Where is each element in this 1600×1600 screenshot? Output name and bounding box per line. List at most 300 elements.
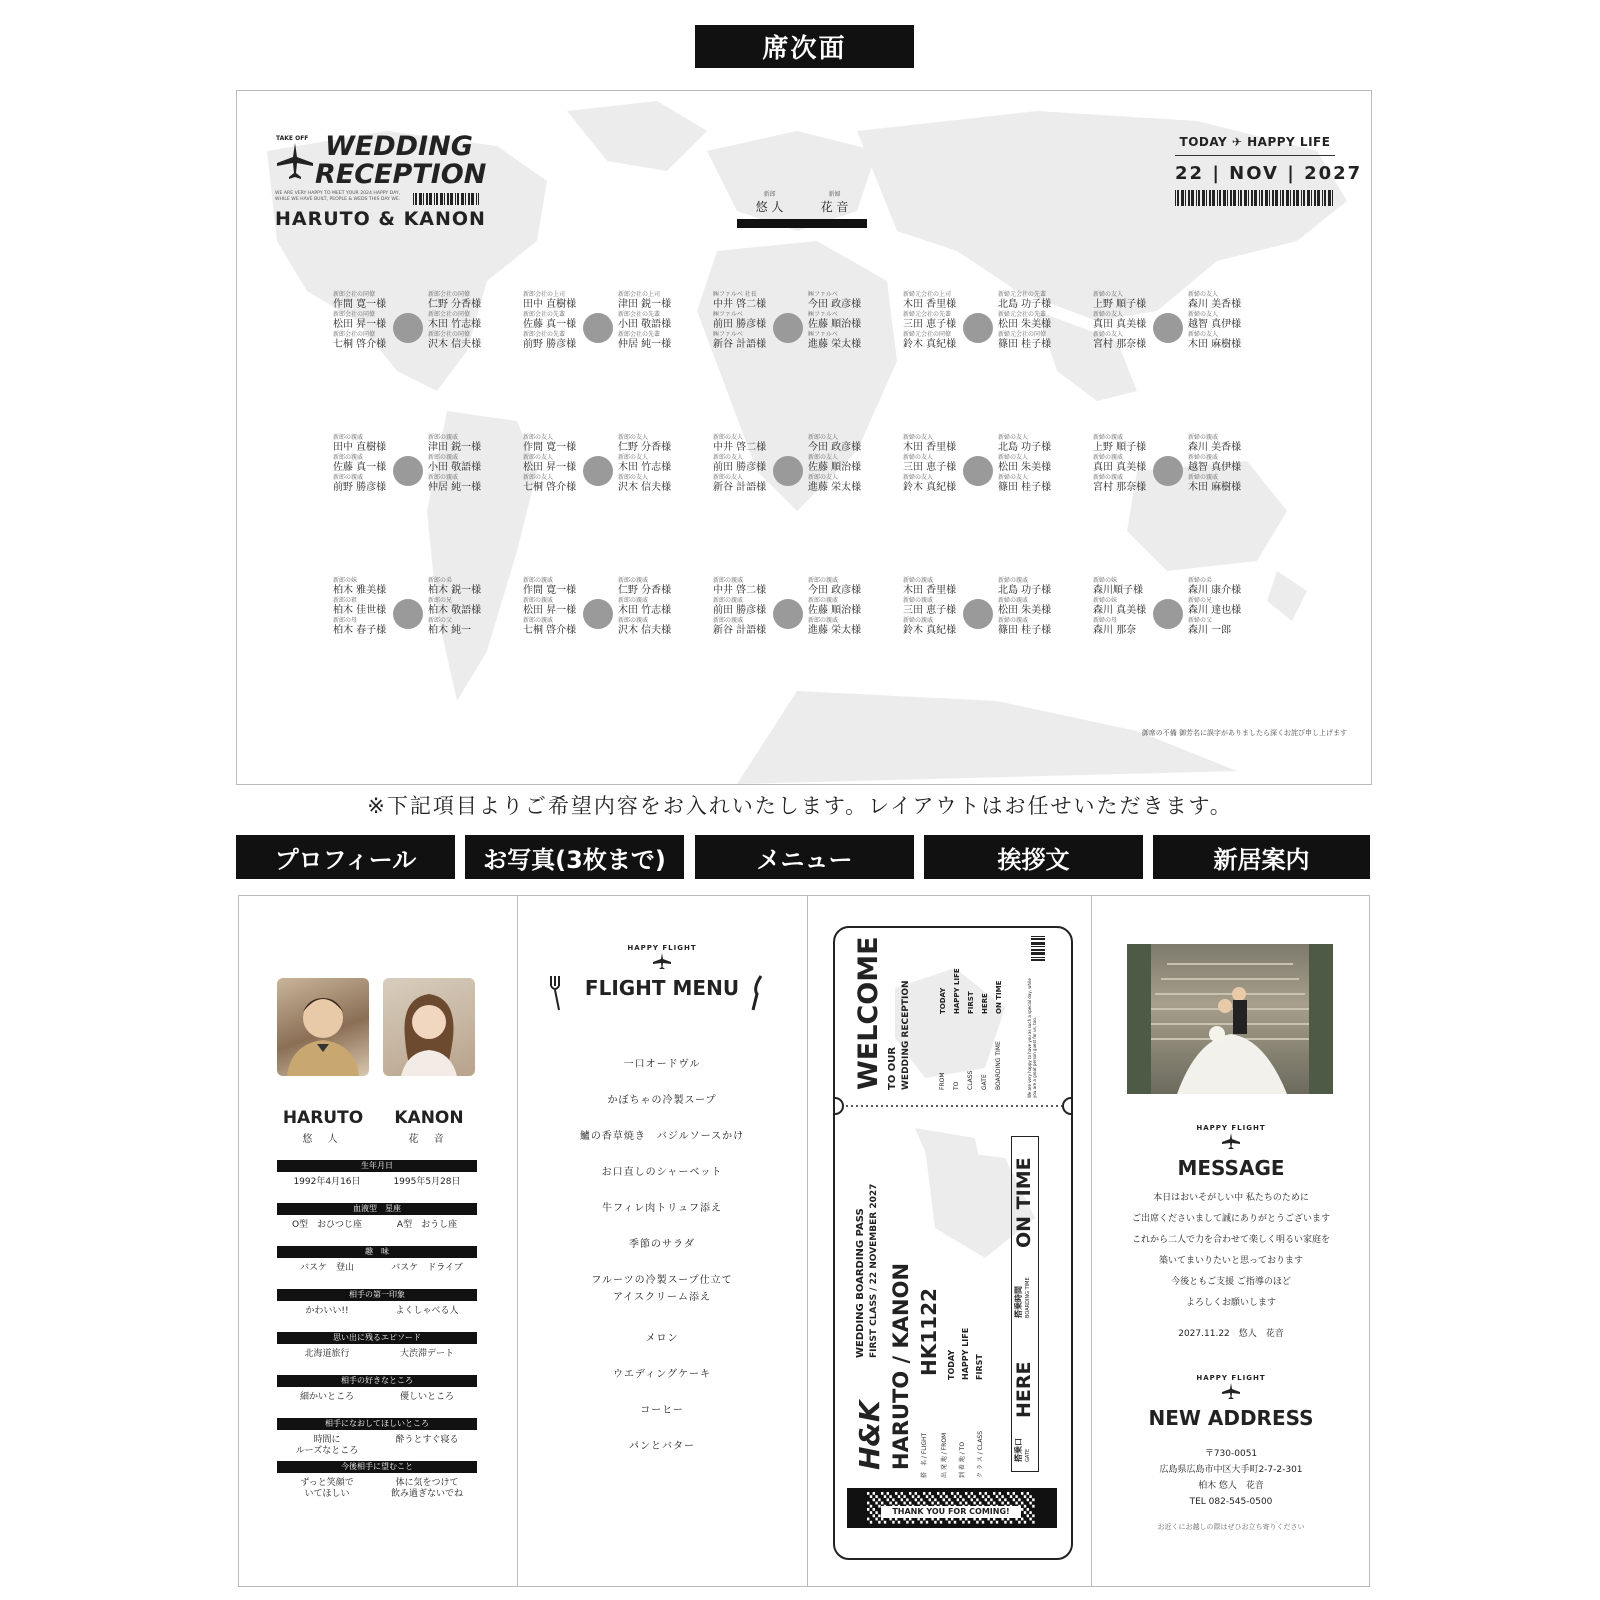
- ticket-info-label-0: 搭 名 / FLIGHT: [921, 1432, 928, 1478]
- guest-relation: 新郎の親戚: [523, 597, 554, 604]
- guest-relation: 新婦の兄: [1188, 597, 1213, 604]
- guest-relation: 新婦元会社の同僚: [903, 331, 952, 338]
- guest-column-right: [1188, 434, 1263, 494]
- guest-table: [523, 434, 713, 506]
- ticket-boarding-en: BOARDING TIME: [1025, 1277, 1031, 1318]
- guest-column-left: [903, 434, 978, 494]
- guest-name: 今田 政彦様: [808, 585, 862, 596]
- profile-item-values: [277, 1306, 477, 1317]
- guest-name: 松田 昇一様: [523, 462, 577, 473]
- guest-relation: 新郎会社の同僚: [428, 311, 471, 318]
- airplane-icon: [1220, 1132, 1242, 1150]
- guest-relation: 新郎会社の上司: [523, 291, 566, 298]
- guest-name: 木田 竹志様: [618, 605, 672, 616]
- guest-name: 中井 啓二様: [713, 299, 767, 310]
- guest-relation: 新婦の友人: [1093, 331, 1124, 338]
- menu-item: メロン: [645, 1333, 679, 1344]
- guest-column-left: [713, 291, 788, 351]
- guest-relation: 新婦の父: [1188, 617, 1213, 624]
- guest-relation: 新婦元会社の先輩: [998, 311, 1047, 318]
- guest-relation: 新婦の親戚: [903, 597, 934, 604]
- airplane-icon: [273, 141, 317, 181]
- guest-column-left: [713, 577, 788, 637]
- ticket-thanks: THANK YOU FOR COMING!: [881, 1506, 1021, 1518]
- guest-name: 森川 康介様: [1188, 585, 1242, 596]
- guest-column-right: [618, 577, 693, 637]
- guest-name: 鈴木 真紀様: [903, 625, 957, 636]
- guest-name: 三田 恵子様: [903, 462, 957, 473]
- ticket-to-our: TO OUR: [887, 1046, 898, 1090]
- guest-name: 柏木 春子様: [333, 625, 387, 636]
- guest-relation: 新婦の母: [1093, 617, 1118, 624]
- guest-table: [903, 577, 1093, 649]
- profile-item-values: [277, 1349, 477, 1360]
- groom-answer: 北海道旅行: [304, 1349, 350, 1359]
- ticket-gate-jp: 搭乗口: [1014, 1438, 1023, 1462]
- guest-name: 木田 麻樹様: [1188, 339, 1242, 350]
- ticket-flight-number: HK1122: [917, 1288, 941, 1376]
- guest-table: [713, 434, 903, 506]
- guest-name: 津田 鋭一様: [618, 299, 672, 310]
- guest-name: 前田 勝彦様: [713, 319, 767, 330]
- ticket-label-class: CLASS: [967, 1070, 974, 1090]
- menu-title: FLIGHT MENU: [584, 976, 740, 1000]
- guest-name: 仁野 分香様: [618, 442, 672, 453]
- guest-relation: ㈱ファルベ 社長: [713, 291, 757, 298]
- guest-relation: 新郎会社の先輩: [523, 331, 566, 338]
- guest-relation: 新郎の弟: [428, 577, 453, 584]
- guest-relation: 新郎の親戚: [333, 454, 364, 461]
- guest-name: 田中 直樹様: [333, 442, 387, 453]
- message-line: 築いてまいりたいと思っております: [1158, 1256, 1303, 1266]
- guest-relation: 新婦の親戚: [1188, 454, 1219, 461]
- guest-name: 北島 功子様: [998, 299, 1052, 310]
- couple-stairs-photo: [1127, 944, 1333, 1094]
- message-happy-flight: HAPPY FLIGHT: [1196, 1124, 1266, 1132]
- guest-relation: 新郎の友人: [713, 454, 744, 461]
- guest-relation: ㈱ファルベ: [808, 311, 838, 318]
- profile-item-heading: 相手の第一印象: [277, 1289, 477, 1301]
- guest-name: 北島 功子様: [998, 585, 1052, 596]
- category-greeting: 挨拶文: [924, 835, 1143, 879]
- guest-name: 七桐 啓介様: [333, 339, 387, 350]
- guest-column-left: [333, 577, 408, 637]
- guest-column-left: [333, 434, 408, 494]
- address-title: NEW ADDRESS: [1148, 1406, 1314, 1430]
- guest-name: 小田 敬語様: [618, 319, 672, 330]
- guest-name: 宮村 那奈様: [1093, 339, 1147, 350]
- address-line: 広島県広島市中区大手町2-7-2-301: [1159, 1465, 1303, 1475]
- ticket-here: HERE: [1013, 1361, 1035, 1418]
- guest-name: 越智 真伊様: [1188, 319, 1242, 330]
- guest-relation: 新郎の友人: [713, 474, 744, 481]
- guest-relation: 新郎会社の同僚: [428, 291, 471, 298]
- high-table-bar: [737, 219, 867, 228]
- ticket-info-0: TODAY: [947, 1349, 956, 1380]
- guest-name: 新谷 計語様: [713, 625, 767, 636]
- guest-name: 柏木 敬語様: [428, 605, 482, 616]
- guest-name: 北島 功子様: [998, 442, 1052, 453]
- guest-name: 仁野 分香様: [618, 585, 672, 596]
- guest-relation: 新郎の友人: [523, 474, 554, 481]
- guest-relation: 新郎の親戚: [333, 474, 364, 481]
- category-profile: プロフィール: [236, 835, 455, 879]
- guest-relation: 新婦の弟: [1188, 577, 1213, 584]
- guest-name: 柏木 純一: [428, 625, 472, 636]
- guest-relation: 新郎の友人: [808, 434, 839, 441]
- guest-relation: 新郎の親戚: [428, 434, 459, 441]
- category-photos: お写真(3枚まで): [465, 835, 684, 879]
- high-table: [737, 189, 867, 228]
- seating-section-title: 席次面: [695, 25, 914, 68]
- ticket-class-line: FIRST CLASS / 22 NOVEMBER 2027: [869, 1183, 879, 1358]
- guest-relation: ㈱ファルベ: [808, 331, 838, 338]
- guest-name: 篠田 桂子様: [998, 482, 1052, 493]
- bride-role: 新婦: [828, 191, 841, 198]
- guest-column-right: [428, 434, 503, 494]
- profile-item: [277, 1375, 477, 1403]
- guest-name: 森川 那奈: [1093, 625, 1137, 636]
- guest-table: [333, 291, 523, 363]
- menu-item: お口直しのシャーベット: [601, 1167, 723, 1178]
- guest-name: 真田 真美様: [1093, 319, 1147, 330]
- guest-column-left: [523, 434, 598, 494]
- guest-name: 作間 寛一様: [333, 299, 387, 310]
- guest-name: 森川 一郎: [1188, 625, 1232, 636]
- groom-answer: 細かいところ: [299, 1392, 354, 1402]
- guest-relation: 新郎の親戚: [808, 617, 839, 624]
- ticket-fine-print: We are very happy to have you as such a special day, while you are a great person guest for us, too.: [1027, 978, 1037, 1098]
- guest-relation: 新郎会社の先輩: [523, 311, 566, 318]
- guest-name: 松田 昇一様: [333, 319, 387, 330]
- guest-column-left: [523, 577, 598, 637]
- guest-relation: 新郎会社の同僚: [428, 331, 471, 338]
- guest-name: 木田 香里様: [903, 585, 957, 596]
- guest-relation: ㈱ファルベ: [808, 291, 838, 298]
- guest-name: 佐藤 真一様: [523, 319, 577, 330]
- guest-relation: 新婦の友人: [1188, 291, 1219, 298]
- guest-column-right: [998, 291, 1073, 351]
- seating-chart-sheet: [236, 90, 1372, 785]
- guest-name: 宮村 那奈様: [1093, 482, 1147, 493]
- menu-item: 鱸の香草焼き バジルソースかけ: [579, 1131, 745, 1142]
- guest-name: 今田 政彦様: [808, 442, 862, 453]
- guest-relation: 新婦の友人: [1093, 291, 1124, 298]
- guest-relation: 新郎の親戚: [333, 434, 364, 441]
- airplane-icon: [651, 952, 673, 970]
- guest-column-right: [1188, 291, 1263, 351]
- guest-column-right: [998, 434, 1073, 494]
- profile-item-values: [277, 1220, 477, 1231]
- guest-name: 沢木 信夫様: [618, 482, 672, 493]
- address-line: TEL 082-545-0500: [1189, 1497, 1273, 1507]
- guest-name: 真田 真美様: [1093, 462, 1147, 473]
- address-block: [1091, 1374, 1371, 1532]
- guest-table: [1093, 577, 1283, 649]
- guest-table: [333, 434, 523, 506]
- guest-name: 前田 勝彦様: [713, 605, 767, 616]
- guest-name: 松田 朱美様: [998, 319, 1052, 330]
- guest-relation: 新郎の父: [428, 617, 453, 624]
- guest-name: 田中 直樹様: [523, 299, 577, 310]
- guest-relation: 新婦元会社の上司: [903, 291, 952, 298]
- guest-relation: 新郎の親戚: [713, 577, 744, 584]
- menu-item: 一口オードヴル: [623, 1059, 701, 1070]
- guest-name: 作間 寛一様: [523, 585, 577, 596]
- guest-name: 新谷 計語様: [713, 339, 767, 350]
- guest-relation: 新婦の親戚: [903, 577, 934, 584]
- guest-relation: ㈱ファルベ: [713, 331, 743, 338]
- guest-column-left: [713, 434, 788, 494]
- guest-name: 上野 順子様: [1093, 442, 1147, 453]
- guest-name: 仲居 純一様: [428, 482, 482, 493]
- groom-answer: かわいい!!: [305, 1306, 349, 1316]
- guest-relation: 新郎の母: [333, 617, 358, 624]
- guest-relation: 新郎の親戚: [618, 577, 649, 584]
- groom-name-block: HARUTO 悠 人: [282, 1108, 364, 1145]
- guest-name: 三田 恵子様: [903, 605, 957, 616]
- ticket-col-4: ON TIME: [995, 980, 1003, 1014]
- ticket-label-gate: GATE: [981, 1074, 988, 1090]
- guest-table: [713, 291, 903, 363]
- message-line: よろしくお願いします: [1185, 1298, 1276, 1308]
- guest-name: 柏木 雅美様: [333, 585, 387, 596]
- bride-answer: 酔うとすぐ寝る: [395, 1435, 459, 1445]
- ticket-wedding-reception: WEDDING RECEPTION: [901, 980, 911, 1090]
- guest-relation: 新婦の友人: [998, 474, 1029, 481]
- ticket-on-time: ON TIME: [1013, 1157, 1035, 1248]
- guest-name: 津田 鋭一様: [428, 442, 482, 453]
- guest-column-right: [618, 434, 693, 494]
- message-line: 本日はおいそがしい中 私たちのために: [1153, 1193, 1309, 1203]
- date-box: [1175, 135, 1363, 210]
- guest-name: 沢木 信夫様: [428, 339, 482, 350]
- guest-relation: 新郎の友人: [808, 454, 839, 461]
- profile-panel: [239, 896, 518, 1586]
- message-title: MESSAGE: [1177, 1156, 1285, 1180]
- profile-item-heading: 今後相手に望むこと: [277, 1461, 477, 1473]
- ticket-info-2: FIRST: [975, 1354, 984, 1380]
- guest-name: 木田 竹志様: [428, 319, 482, 330]
- barcode-icon: [1175, 190, 1335, 206]
- profile-item-heading: 趣 味: [277, 1246, 477, 1258]
- guest-relation: 新婦の親戚: [1188, 434, 1219, 441]
- guest-column-right: [428, 291, 503, 351]
- guest-table: [903, 291, 1093, 363]
- bride-answer: バスケ ドライブ: [391, 1263, 463, 1273]
- guest-relation: 新郎会社の先輩: [618, 311, 661, 318]
- guest-relation: 新郎の親戚: [428, 474, 459, 481]
- guest-relation: 新婦の親戚: [1093, 434, 1124, 441]
- message-panel: [1091, 896, 1369, 1586]
- bride-answer: よくしゃべる人: [395, 1306, 459, 1316]
- guest-name: 木田 香里様: [903, 442, 957, 453]
- guest-relation: 新郎の親戚: [713, 617, 744, 624]
- guest-relation: 新郎の友人: [713, 434, 744, 441]
- guest-relation: 新郎の友人: [523, 434, 554, 441]
- groom-answer: ずっと笑顔で いてほしい: [300, 1478, 354, 1499]
- guest-relation: 新婦の友人: [903, 474, 934, 481]
- guest-table: [333, 577, 523, 649]
- groom-answer: O型 おひつじ座: [291, 1220, 363, 1230]
- guest-table: [713, 577, 903, 649]
- profile-item-values: [277, 1435, 477, 1457]
- menu-item: パンとバター: [629, 1441, 695, 1452]
- guest-relation: 新婦の妹: [1093, 597, 1118, 604]
- guest-name: 作間 寛一様: [523, 442, 577, 453]
- groom-answer: 1992年4月16日: [293, 1177, 361, 1187]
- logo-line1: WEDDING: [325, 131, 473, 162]
- guest-name: 鈴木 真紀様: [903, 339, 957, 350]
- guest-name: 鈴木 真紀様: [903, 482, 957, 493]
- bride-photo: [383, 978, 475, 1076]
- ticket-info-label-2: 到 着 地 / TO: [959, 1441, 966, 1478]
- profile-item: [277, 1203, 477, 1231]
- inner-panels: [238, 895, 1370, 1587]
- guest-relation: 新郎の親戚: [618, 617, 649, 624]
- bride-name: 花 音: [820, 200, 849, 214]
- guest-relation: 新婦の友人: [1093, 311, 1124, 318]
- groom-answer: 時間に ルーズなところ: [295, 1435, 359, 1456]
- bride-answer: 優しいところ: [399, 1392, 454, 1402]
- guest-name: 中井 啓二様: [713, 442, 767, 453]
- guest-column-right: [808, 577, 883, 637]
- guest-relation: ㈱ファルベ: [713, 311, 743, 318]
- guest-relation: 新婦の親戚: [1093, 474, 1124, 481]
- takeoff-label: TAKE OFF: [276, 135, 309, 142]
- guest-column-right: [808, 291, 883, 351]
- profile-item: [277, 1418, 477, 1457]
- groom-role: 新郎: [763, 191, 776, 198]
- menu-item: コーヒー: [640, 1405, 684, 1416]
- guest-relation: 新婦元会社の先輩: [903, 311, 952, 318]
- guest-name: 前野 勝彦様: [333, 482, 387, 493]
- guest-relation: 新婦元会社の先輩: [998, 291, 1047, 298]
- guest-table: [903, 434, 1093, 506]
- guest-relation: 新郎の親戚: [428, 454, 459, 461]
- guest-name: 七桐 啓介様: [523, 482, 577, 493]
- profile-item: [277, 1289, 477, 1317]
- guest-name: 柏木 佳世様: [333, 605, 387, 616]
- guest-name: 仁野 分香様: [428, 299, 482, 310]
- guest-table: [1093, 434, 1283, 506]
- profile-item-heading: 生年月日: [277, 1160, 477, 1172]
- couple-names: HARUTO & KANON: [275, 208, 486, 230]
- guest-name: 前野 勝彦様: [523, 339, 577, 350]
- ticket-col-3: HERE: [981, 993, 989, 1014]
- message-block: [1091, 1124, 1371, 1339]
- knife-icon: [749, 974, 765, 1012]
- profile-item-values: [277, 1177, 477, 1188]
- guest-relation: 新郎会社の同僚: [333, 291, 376, 298]
- guest-relation: 新婦の友人: [903, 454, 934, 461]
- guest-relation: 新郎の妹: [333, 577, 358, 584]
- guest-relation: 新郎の祖: [333, 597, 358, 604]
- guest-name: 越智 真伊様: [1188, 462, 1242, 473]
- profile-item-heading: 相手になおしてほしいところ: [277, 1418, 477, 1430]
- guest-relation: 新郎の親戚: [618, 597, 649, 604]
- guest-name: 篠田 桂子様: [998, 339, 1052, 350]
- groom-name: 悠 人: [755, 200, 784, 214]
- guest-name: 前田 勝彦様: [713, 462, 767, 473]
- guest-relation: 新郎会社の先輩: [618, 331, 661, 338]
- guest-name: 七桐 啓介様: [523, 625, 577, 636]
- guest-name: 木田 竹志様: [618, 462, 672, 473]
- guest-name: 新谷 計語様: [713, 482, 767, 493]
- guest-relation: 新郎会社の同僚: [333, 331, 376, 338]
- address-footnote: お近くにお越しの際はぜひお立ち寄りください: [1157, 1523, 1305, 1531]
- ticket-boarding-jp: 搭乗時間: [1014, 1286, 1023, 1318]
- guest-name: 松田 朱美様: [998, 462, 1052, 473]
- guest-relation: 新婦の親戚: [998, 577, 1029, 584]
- ticket-col-2: FIRST: [967, 991, 975, 1014]
- guest-relation: 新婦の妹: [1093, 577, 1118, 584]
- guest-relation: 新郎の親戚: [808, 577, 839, 584]
- guest-table: [523, 291, 713, 363]
- ticket-initials: H&K: [853, 1400, 886, 1470]
- barcode-icon: [413, 193, 479, 205]
- guest-relation: 新婦の親戚: [998, 617, 1029, 624]
- bride-answer: A型 おうし座: [396, 1220, 458, 1230]
- guest-name: 佐藤 順治様: [808, 319, 862, 330]
- guest-name: 森川 達也様: [1188, 605, 1242, 616]
- guest-column-left: [903, 291, 978, 351]
- airplane-icon: [1220, 1382, 1242, 1400]
- guest-relation: 新郎の親戚: [523, 577, 554, 584]
- guest-column-left: [1093, 577, 1168, 637]
- guest-table: [523, 577, 713, 649]
- guest-name: 仲居 純一様: [618, 339, 672, 350]
- profile-item-values: [277, 1392, 477, 1403]
- profile-item: [277, 1461, 477, 1500]
- guest-name: 中井 啓二様: [713, 585, 767, 596]
- profile-item-values: [277, 1263, 477, 1274]
- guest-name: 進藤 栄太様: [808, 339, 862, 350]
- guest-column-left: [333, 291, 408, 351]
- guest-column-right: [428, 577, 503, 637]
- menu-item: フルーツの冷製スープ仕立て アイスクリーム添え: [591, 1275, 733, 1303]
- guest-relation: 新婦元会社の同僚: [998, 331, 1047, 338]
- category-menu: メニュー: [695, 835, 914, 879]
- ticket-gate-en: GATE: [1025, 1448, 1031, 1462]
- ticket-info-label-3: ク ラ ス / CLASS: [977, 1430, 984, 1478]
- profile-item-values: [277, 1478, 477, 1500]
- logo-fine-print: WE ARE VERY HAPPY TO MEET YOUR 2024 HAPPY DAY, WHILE WE HAVE BUILT, PEOPLE & WEDS THIS DAY WE.: [275, 191, 401, 202]
- guest-relation: 新郎の親戚: [523, 617, 554, 624]
- ticket-label-boarding: BOARDING TIME: [995, 1041, 1002, 1090]
- guest-relation: 新婦の友人: [998, 454, 1029, 461]
- groom-photo: [277, 978, 369, 1076]
- bride-answer: 体に気をつけて 飲み過ぎないでね: [390, 1478, 463, 1499]
- guest-column-left: [903, 577, 978, 637]
- layout-note: ※下記項目よりご希望内容をお入れいたします。レイアウトはお任せいただきます。: [367, 794, 1233, 818]
- ticket-label-from: FROM: [939, 1072, 946, 1090]
- address-line: 〒730-0051: [1204, 1449, 1258, 1459]
- menu-item: 牛フィレ肉トリュフ添え: [602, 1203, 722, 1214]
- guest-relation: 新郎会社の同僚: [333, 311, 376, 318]
- guest-name: 佐藤 順治様: [808, 462, 862, 473]
- ticket-info-1: HAPPY LIFE: [961, 1327, 970, 1380]
- guest-name: 森川 美香様: [1188, 299, 1242, 310]
- profile-item: [277, 1332, 477, 1360]
- boarding-pass: [833, 926, 1073, 1560]
- guest-relation: 新郎の親戚: [713, 597, 744, 604]
- guest-column-right: [1188, 577, 1263, 637]
- logo-line2: RECEPTION: [315, 159, 487, 190]
- apology-note: 御席の不備 御芳名に誤字がありましたら深くお詫び申し上げます: [1141, 729, 1347, 737]
- message-signature: 2027.11.22 悠人 花音: [1178, 1329, 1284, 1339]
- guest-relation: 新婦の友人: [1188, 311, 1219, 318]
